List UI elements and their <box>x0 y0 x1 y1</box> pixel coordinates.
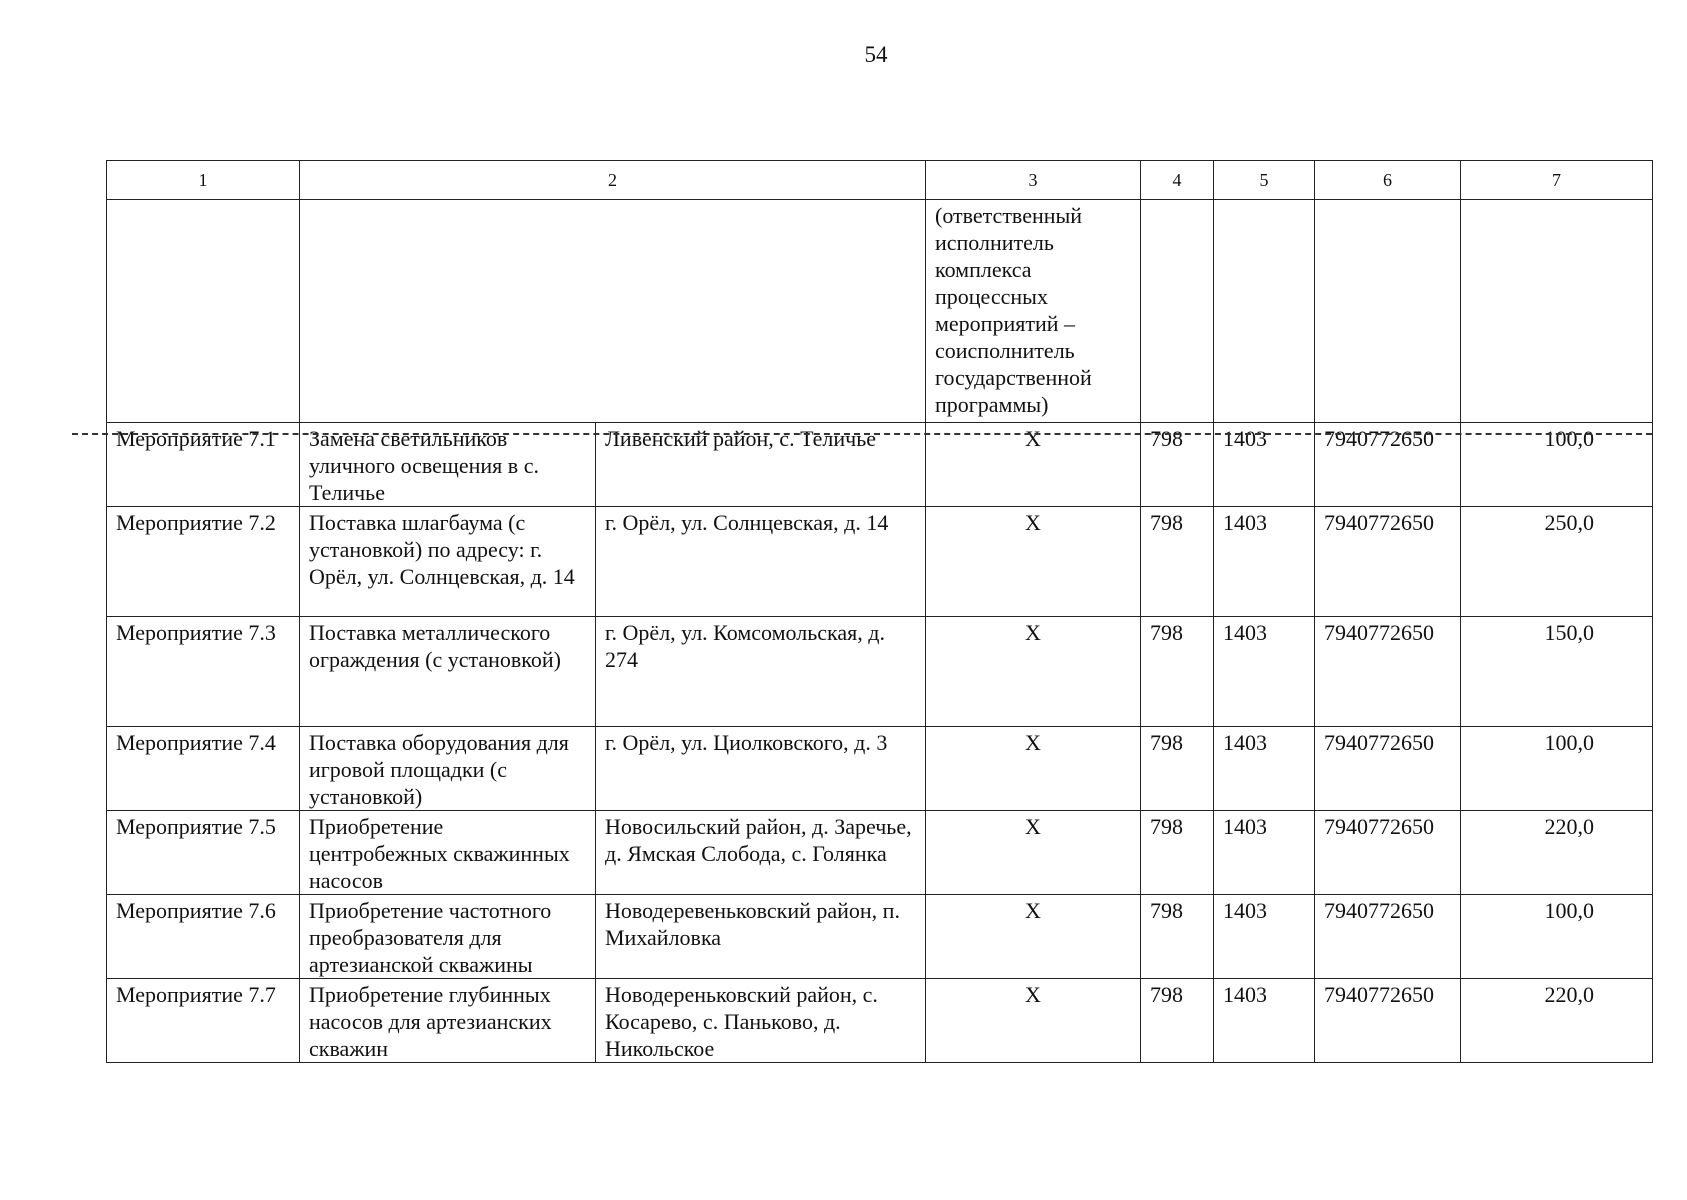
measure-location: Новодереньковский район, с. Косарево, с. Паньково, д. Никольское <box>596 979 926 1063</box>
column-6-value: 7940772650 <box>1315 727 1461 811</box>
measure-location: Новодеревеньковский район, п. Михайловка <box>596 895 926 979</box>
column-number-row <box>107 161 1653 200</box>
measure-location: г. Орёл, ул. Солнцевская, д. 14 <box>596 507 926 617</box>
column-6-value: 7940772650 <box>1315 979 1461 1063</box>
measure-description: Поставка металлического ограждения (с установкой) <box>300 617 596 727</box>
column-5-value: 1403 <box>1214 617 1315 727</box>
table-row <box>107 617 1653 727</box>
column-number-2: 2 <box>300 161 926 200</box>
measure-description: Приобретение частотного преобразователя для артезианской скважины <box>300 895 596 979</box>
page-number: 54 <box>864 42 888 67</box>
column-3-value: X <box>926 727 1141 811</box>
column-4-value: 798 <box>1141 979 1214 1063</box>
table-row <box>107 979 1653 1063</box>
column-5-value: 1403 <box>1214 507 1315 617</box>
measure-description: Приобретение глубинных насосов для артезианских скважин <box>300 979 596 1063</box>
column-4-value: 798 <box>1141 811 1214 895</box>
column-number-5: 5 <box>1214 161 1315 200</box>
column-3-value: X <box>926 811 1141 895</box>
column-6-value: 7940772650 <box>1315 423 1461 507</box>
column-3-value: X <box>926 507 1141 617</box>
responsible-executor-note: (ответственный исполнитель комплекса процессных мероприятий – соисполнитель государственной программы) <box>935 203 1092 417</box>
measure-location: г. Орёл, ул. Циолковского, д. 3 <box>596 727 926 811</box>
column-3-value: X <box>926 617 1141 727</box>
column-6-value: 7940772650 <box>1315 617 1461 727</box>
table-row <box>107 727 1653 811</box>
column-5-value: 1403 <box>1214 811 1315 895</box>
column-number-6: 6 <box>1315 161 1461 200</box>
column-3-value: X <box>926 979 1141 1063</box>
budget-table <box>106 160 1653 1063</box>
amount-value: 250,0 <box>1461 507 1653 617</box>
amount-value: 220,0 <box>1461 979 1653 1063</box>
measure-name: Мероприятие 7.5 <box>107 811 300 895</box>
measure-name: Мероприятие 7.7 <box>107 979 300 1063</box>
table-row <box>107 507 1653 617</box>
column-4-value: 798 <box>1141 423 1214 507</box>
strikethrough-line <box>72 433 1652 435</box>
measure-description: Замена светильников уличного освещения в с. Теличье <box>300 423 596 507</box>
column-4-value: 798 <box>1141 727 1214 811</box>
column-5-value: 1403 <box>1214 727 1315 811</box>
column-5-value: 1403 <box>1214 895 1315 979</box>
column-3-value: X <box>926 423 1141 507</box>
column-number-3: 3 <box>926 161 1141 200</box>
measure-name: Мероприятие 7.2 <box>107 507 300 617</box>
amount-value: 100,0 <box>1461 895 1653 979</box>
column-4-value: 798 <box>1141 895 1214 979</box>
measure-name: Мероприятие 7.6 <box>107 895 300 979</box>
continuation-row <box>107 200 1653 423</box>
table-row <box>107 423 1653 507</box>
column-4-value: 798 <box>1141 617 1214 727</box>
measure-location: г. Орёл, ул. Комсомольская, д. 274 <box>596 617 926 727</box>
amount-value: 150,0 <box>1461 617 1653 727</box>
table-row <box>107 811 1653 895</box>
column-5-value: 1403 <box>1214 423 1315 507</box>
measure-description: Поставка оборудования для игровой площадки (с установкой) <box>300 727 596 811</box>
measure-name: Мероприятие 7.1 <box>107 423 300 507</box>
column-number-4: 4 <box>1141 161 1214 200</box>
column-3-value: X <box>926 895 1141 979</box>
amount-value: 220,0 <box>1461 811 1653 895</box>
measure-description: Приобретение центробежных скважинных насосов <box>300 811 596 895</box>
column-4-value: 798 <box>1141 507 1214 617</box>
measure-description: Поставка шлагбаума (с установкой) по адресу: г. Орёл, ул. Солнцевская, д. 14 <box>300 507 596 617</box>
column-6-value: 7940772650 <box>1315 507 1461 617</box>
column-6-value: 7940772650 <box>1315 895 1461 979</box>
table-row <box>107 895 1653 979</box>
amount-value: 100,0 <box>1461 727 1653 811</box>
column-5-value: 1403 <box>1214 979 1315 1063</box>
column-6-value: 7940772650 <box>1315 811 1461 895</box>
measure-location: Ливенский район, с. Теличье <box>596 423 926 507</box>
column-number-7: 7 <box>1461 161 1653 200</box>
measure-name: Мероприятие 7.3 <box>107 617 300 727</box>
measure-location: Новосильский район, д. Заречье, д. Ямская Слобода, с. Голянка <box>596 811 926 895</box>
column-number-1: 1 <box>107 161 300 200</box>
measure-name: Мероприятие 7.4 <box>107 727 300 811</box>
amount-value: 100,0 <box>1461 423 1653 507</box>
